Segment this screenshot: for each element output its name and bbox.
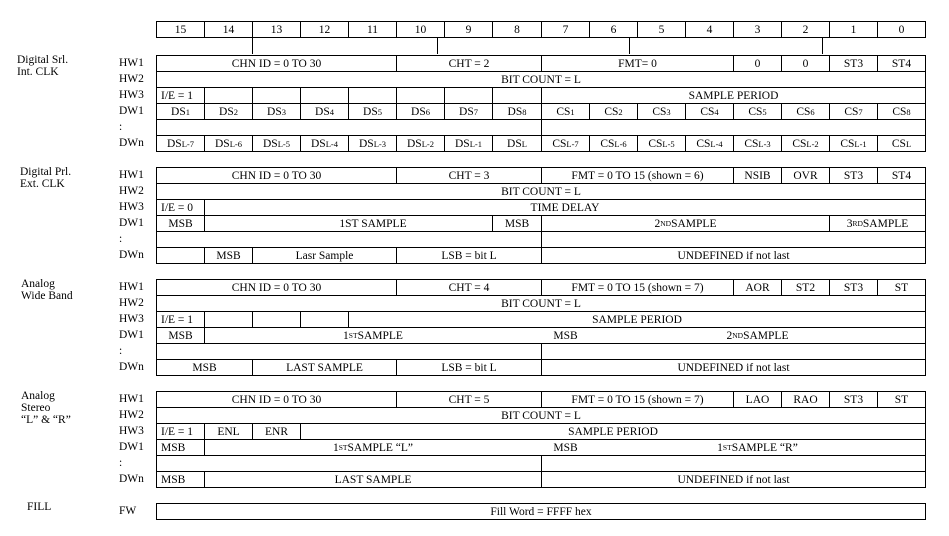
field-text: DS — [311, 137, 326, 150]
row-label: : — [119, 233, 123, 245]
field-text: CS — [892, 105, 907, 118]
section-label: Digital Prl. — [20, 166, 72, 178]
bit-field — [156, 471, 205, 488]
row-label: DWn — [119, 361, 144, 373]
field-text: I/E = 1 — [161, 425, 194, 438]
field-text: MSB — [216, 249, 241, 262]
bit-field: DS 3 — [252, 103, 301, 120]
field-text: Lasr Sample — [295, 249, 354, 262]
bit-field: DS 5 — [348, 103, 397, 120]
row-label: DWn — [119, 137, 144, 149]
field-text: CS — [744, 137, 759, 150]
bit-field — [877, 55, 926, 72]
field-text: ST2 — [795, 281, 816, 294]
bit-field — [204, 247, 253, 264]
section-label: Int. CLK — [17, 66, 59, 78]
bit-field — [156, 247, 205, 264]
bit-header-cell: 5 — [637, 21, 686, 38]
bit-header-cell: 2 — [781, 21, 830, 38]
field-text-tail: SAMPLE — [743, 329, 789, 342]
field-text: DS — [263, 137, 278, 150]
bit-field — [541, 167, 734, 184]
bit-field — [829, 279, 878, 296]
row-label: HW2 — [119, 73, 144, 85]
field-text: I/E = 1 — [161, 313, 194, 326]
bit-field — [204, 471, 542, 488]
row-label: HW2 — [119, 297, 144, 309]
bit-field — [252, 247, 397, 264]
bit-field — [541, 471, 926, 488]
row-label: DW1 — [119, 105, 144, 117]
field-text: BIT COUNT = L — [501, 73, 581, 86]
bit-field: DS L-7 — [156, 135, 205, 152]
bit-field: CS L-3 — [733, 135, 782, 152]
field-text: MSB — [553, 329, 578, 342]
field-text: CS — [652, 105, 667, 118]
bit-field — [204, 311, 253, 328]
bit-field — [396, 279, 542, 296]
bit-field — [300, 87, 349, 104]
bit-field — [252, 359, 397, 376]
bit-field: CS 4 — [685, 103, 734, 120]
bit-field: DS 6 — [396, 103, 445, 120]
bit-field — [396, 55, 542, 72]
bit-field — [156, 167, 397, 184]
bit-field — [156, 71, 926, 88]
bit-field — [156, 231, 542, 248]
field-text: DS — [363, 105, 378, 118]
bit-field: CS 7 — [829, 103, 878, 120]
field-text: 2 — [654, 217, 661, 230]
field-text: Fill Word = FFFF hex — [490, 505, 592, 518]
bit-field: DS 4 — [300, 103, 349, 120]
field-text-tail: SAMPLE “L” — [347, 441, 413, 454]
field-text: DS — [219, 105, 234, 118]
bit-field: DS 2 — [204, 103, 253, 120]
row-label: DW1 — [119, 329, 144, 341]
bit-field — [829, 391, 878, 408]
bit-field — [156, 215, 205, 232]
field-text: BIT COUNT = L — [501, 185, 581, 198]
bit-field — [348, 311, 926, 328]
field-text: CS — [700, 105, 715, 118]
field-text: DS — [407, 137, 422, 150]
section-label: Analog — [21, 278, 55, 290]
bit-field: 2 ND SAMPLE — [726, 329, 789, 342]
field-text: 0 — [754, 57, 761, 70]
bit-field — [156, 423, 205, 440]
bit-field — [156, 279, 397, 296]
bit-field: CS L-7 — [541, 135, 590, 152]
field-text: BIT COUNT = L — [501, 409, 581, 422]
field-text: CS — [792, 137, 807, 150]
bit-field — [396, 247, 542, 264]
field-text: CS — [796, 105, 811, 118]
bit-field — [156, 295, 926, 312]
bit-field: CS L-1 — [829, 135, 878, 152]
bit-field — [156, 119, 542, 136]
bit-field — [252, 423, 301, 440]
bit-field: CS L-6 — [589, 135, 638, 152]
bit-field — [396, 167, 542, 184]
bit-field — [541, 87, 926, 104]
bit-field — [156, 199, 205, 216]
bit-field: 3 RD SAMPLE — [829, 215, 926, 232]
field-text: DS — [167, 137, 182, 150]
bit-header-cell: 0 — [877, 21, 926, 38]
field-text: CHT = 4 — [448, 281, 490, 294]
field-text: CHT = 3 — [448, 169, 490, 182]
field-text: LSB = bit L — [441, 361, 497, 374]
bit-field: CS 2 — [589, 103, 638, 120]
field-text: DS — [215, 137, 230, 150]
bit-field — [156, 311, 205, 328]
bit-field: CS L — [877, 135, 926, 152]
bit-field — [733, 391, 782, 408]
byte-bracket-tick — [252, 38, 253, 54]
field-text: CHT = 2 — [448, 57, 490, 70]
bit-field — [541, 279, 734, 296]
bit-field — [877, 167, 926, 184]
bit-field: DS L-4 — [300, 135, 349, 152]
field-text: CHN ID = 0 TO 30 — [231, 393, 322, 406]
bit-field — [829, 167, 878, 184]
bit-field: CS 6 — [781, 103, 830, 120]
field-text: MSB — [161, 473, 186, 486]
field-text: SAMPLE PERIOD — [568, 425, 658, 438]
field-text: 1 — [343, 329, 349, 342]
bit-field — [877, 279, 926, 296]
field-text: ST4 — [891, 57, 912, 70]
bit-header-cell: 9 — [444, 21, 493, 38]
bit-field: DS L — [492, 135, 542, 152]
field-text: 1ST SAMPLE — [339, 217, 407, 230]
bit-field: DS 7 — [444, 103, 493, 120]
field-text: CS — [556, 105, 571, 118]
row-label: DWn — [119, 473, 144, 485]
row-label: HW3 — [119, 89, 144, 101]
bit-header-cell: 6 — [589, 21, 638, 38]
field-text: ST3 — [843, 393, 864, 406]
field-text: DS — [315, 105, 330, 118]
field-text: UNDEFINED if not last — [677, 473, 790, 486]
bit-header-cell: 8 — [492, 21, 542, 38]
field-text: DS — [455, 137, 470, 150]
bit-field — [781, 391, 830, 408]
bit-field — [541, 247, 926, 264]
field-text: CS — [844, 105, 859, 118]
bit-field — [396, 391, 542, 408]
bit-field — [444, 87, 493, 104]
bit-field — [541, 359, 926, 376]
section-label: FILL — [27, 501, 52, 513]
bit-header-cell: 14 — [204, 21, 253, 38]
bit-header-cell: 1 — [829, 21, 878, 38]
bit-field: 2 ND SAMPLE — [541, 215, 830, 232]
row-label: DW1 — [119, 217, 144, 229]
bit-field — [156, 359, 253, 376]
bit-field: DS 8 — [492, 103, 542, 120]
field-text: CS — [696, 137, 711, 150]
bit-field — [733, 55, 782, 72]
bit-field — [252, 87, 301, 104]
field-text: 0 — [802, 57, 809, 70]
field-text: FMT = 0 TO 15 (shown = 7) — [571, 393, 704, 406]
bit-header-cell: 3 — [733, 21, 782, 38]
bit-field — [541, 391, 734, 408]
bit-field: DS L-2 — [396, 135, 445, 152]
bit-field: CS 8 — [877, 103, 926, 120]
field-text: MSB — [504, 217, 530, 230]
bit-field — [348, 87, 397, 104]
field-text: CHN ID = 0 TO 30 — [231, 57, 322, 70]
field-text-tail: SAMPLE — [862, 217, 909, 230]
row-frame — [156, 327, 926, 344]
bit-field: CS L-4 — [685, 135, 734, 152]
bit-field — [204, 199, 926, 216]
field-text: I/E = 1 — [161, 89, 194, 102]
row-label: HW1 — [119, 281, 144, 293]
bit-field — [733, 279, 782, 296]
bit-field — [396, 359, 542, 376]
bit-field: CS 1 — [541, 103, 590, 120]
bit-header-cell: 4 — [685, 21, 734, 38]
bit-field — [300, 423, 926, 440]
row-label: DWn — [119, 249, 144, 261]
field-text: MSB — [161, 441, 186, 454]
bit-field — [156, 455, 542, 472]
field-text: DS — [171, 105, 186, 118]
field-text: CS — [648, 137, 663, 150]
bit-header-cell: 10 — [396, 21, 445, 38]
field-text-tail: SAMPLE “R” — [731, 441, 798, 454]
bit-field — [396, 87, 445, 104]
field-text: RAO — [793, 393, 818, 406]
bit-field — [877, 391, 926, 408]
field-text: LAST SAMPLE — [286, 361, 363, 374]
byte-bracket-tick — [822, 38, 823, 54]
field-text: ST3 — [843, 281, 864, 294]
field-text: ENR — [265, 425, 288, 438]
bit-field: 1 ST SAMPLE “L” — [333, 441, 413, 454]
bit-field: DS L-6 — [204, 135, 253, 152]
bit-field — [204, 423, 253, 440]
bit-header-cell: 13 — [252, 21, 301, 38]
bit-field: CS 5 — [733, 103, 782, 120]
row-label: : — [119, 121, 123, 133]
field-text: SAMPLE PERIOD — [592, 313, 682, 326]
bit-field: CS L-5 — [637, 135, 686, 152]
bit-header-cell: 7 — [541, 21, 590, 38]
section-label: Digital Srl. — [17, 54, 69, 66]
field-text: ENL — [217, 425, 240, 438]
field-text: 1 — [333, 441, 339, 454]
field-text: LAST SAMPLE — [334, 473, 412, 486]
byte-bracket-tick — [629, 38, 630, 54]
bit-field — [156, 391, 397, 408]
field-text: LAO — [745, 393, 770, 406]
row-label: HW1 — [119, 169, 144, 181]
field-text: AOR — [745, 281, 770, 294]
field-text: ST — [894, 281, 909, 294]
field-text: DS — [359, 137, 374, 150]
section-label: Wide Band — [21, 290, 73, 302]
bit-field — [156, 55, 397, 72]
field-text: ST — [894, 393, 909, 406]
bit-field: DS 1 — [156, 103, 205, 120]
bit-field — [781, 55, 830, 72]
bit-header-cell: 15 — [156, 21, 205, 38]
bit-field — [156, 407, 926, 424]
field-text: MSB — [168, 329, 193, 342]
bit-field — [541, 455, 926, 472]
section-label: Analog — [21, 390, 55, 402]
section-label: “L” & “R” — [21, 414, 71, 426]
bit-field — [492, 87, 542, 104]
bit-field — [541, 119, 926, 136]
bit-field: 1 ST SAMPLE — [343, 329, 403, 342]
field-text: DS — [507, 137, 522, 150]
row-label: HW1 — [119, 393, 144, 405]
field-text-tail: SAMPLE — [671, 217, 717, 230]
field-text: OVR — [793, 169, 818, 182]
field-text: MSB — [168, 217, 193, 230]
field-text: DS — [459, 105, 474, 118]
bit-field: DS L-5 — [252, 135, 301, 152]
field-text: BIT COUNT = L — [501, 297, 581, 310]
field-text: FMT= 0 — [618, 57, 657, 70]
field-text: TIME DELAY — [530, 202, 600, 214]
bit-field — [300, 311, 349, 328]
field-text: 2 — [726, 329, 733, 342]
bit-field — [492, 215, 542, 232]
bit-field — [252, 311, 301, 328]
bit-field — [829, 55, 878, 72]
bit-field — [541, 55, 734, 72]
bit-field — [156, 503, 926, 520]
field-text: CS — [748, 105, 763, 118]
field-text: 3 — [846, 217, 853, 230]
bit-field — [204, 87, 253, 104]
field-text: CHN ID = 0 TO 30 — [231, 169, 322, 182]
row-label: HW3 — [119, 313, 144, 325]
bit-field — [156, 343, 542, 360]
field-text: CS — [891, 137, 906, 150]
row-label: : — [119, 345, 123, 357]
bit-field — [781, 167, 830, 184]
field-text: UNDEFINED if not last — [677, 361, 790, 374]
field-text: CS — [840, 137, 855, 150]
field-text: CHN ID = 0 TO 30 — [231, 281, 322, 294]
bit-field — [541, 231, 926, 248]
field-text: CHT = 5 — [448, 393, 490, 406]
section-label: Stereo — [21, 402, 51, 414]
bit-header-cell: 11 — [348, 21, 397, 38]
field-text: 1 — [717, 441, 723, 454]
row-label: DW1 — [119, 441, 144, 453]
bit-field — [781, 279, 830, 296]
row-label: : — [119, 457, 123, 469]
field-text: UNDEFINED if not last — [677, 249, 790, 262]
row-label: HW3 — [119, 201, 144, 213]
field-text: DS — [507, 105, 523, 118]
field-text: ST3 — [843, 57, 864, 70]
field-text: CS — [552, 137, 567, 150]
bit-field: CS 3 — [637, 103, 686, 120]
bit-field — [733, 167, 782, 184]
row-label: FW — [119, 505, 137, 517]
row-label: HW2 — [119, 185, 144, 197]
field-text: CS — [604, 105, 619, 118]
field-text-tail: SAMPLE — [357, 329, 403, 342]
section-label: Ext. CLK — [20, 178, 65, 190]
byte-bracket-tick — [437, 38, 438, 54]
bit-field — [156, 183, 926, 200]
field-text: I/E = 0 — [161, 201, 194, 214]
bit-field: DS L-1 — [444, 135, 493, 152]
row-label: HW2 — [119, 409, 144, 421]
field-text: DS — [267, 105, 282, 118]
row-label: HW3 — [119, 425, 144, 437]
field-text: ST3 — [843, 169, 864, 182]
bit-field: CS L-2 — [781, 135, 830, 152]
bit-header-cell: 12 — [300, 21, 349, 38]
row-frame — [156, 439, 926, 456]
field-text: SAMPLE PERIOD — [688, 89, 779, 102]
field-text: LSB = bit L — [441, 249, 497, 262]
field-text: MSB — [553, 441, 578, 454]
bit-field: DS L-3 — [348, 135, 397, 152]
bit-field — [541, 343, 926, 360]
field-text: NSIB — [744, 169, 771, 182]
field-text: ST4 — [891, 169, 912, 182]
field-text: FMT = 0 TO 15 (shown = 7) — [571, 281, 704, 294]
field-text: DS — [411, 105, 426, 118]
field-text: MSB — [192, 361, 217, 374]
field-text: FMT = 0 TO 15 (shown = 6) — [571, 169, 704, 182]
bit-field: 1 ST SAMPLE “R” — [717, 441, 798, 454]
bit-field — [156, 87, 205, 104]
row-label: HW1 — [119, 57, 144, 69]
field-text: CS — [600, 137, 615, 150]
